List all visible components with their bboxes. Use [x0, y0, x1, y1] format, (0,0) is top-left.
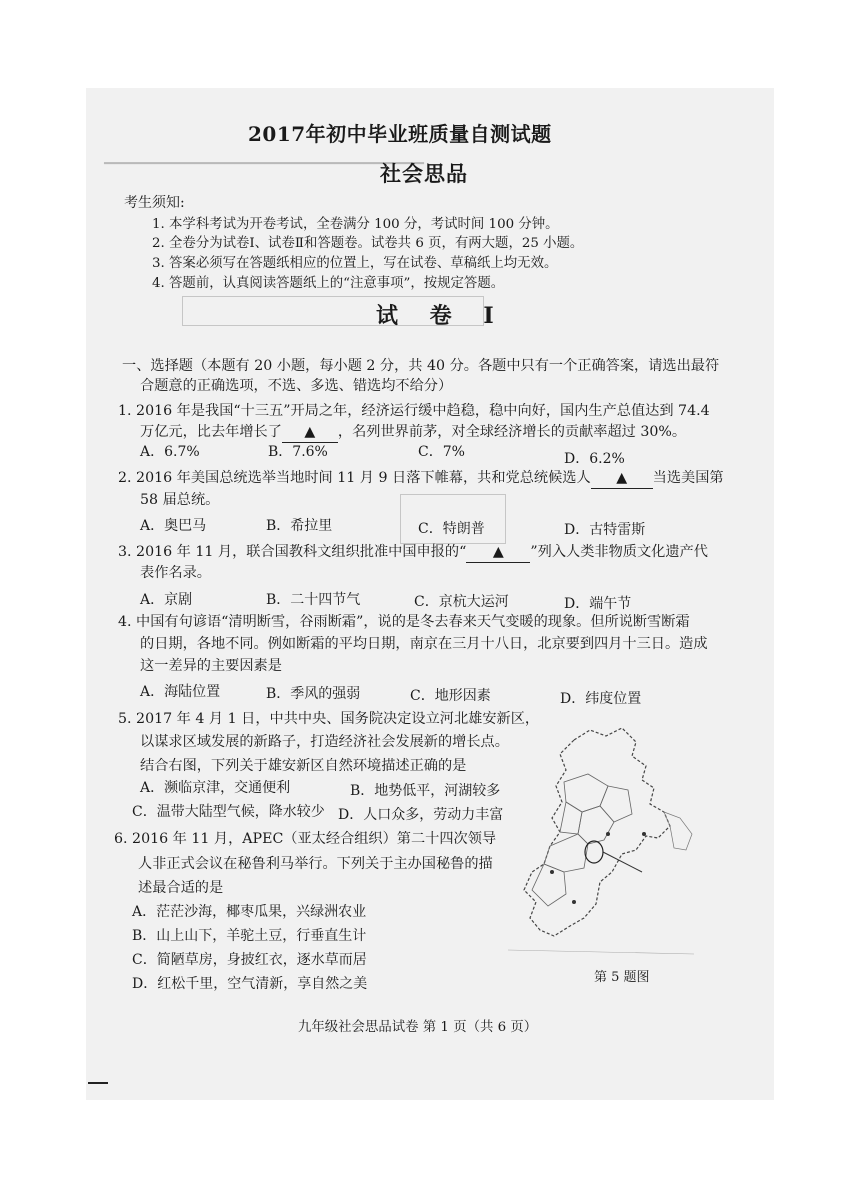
page-footer: 九年级社会思品试卷 第 1 页（共 6 页） [298, 1020, 538, 1035]
question-4-text: 4. 中国有句谚语“清明断雪，谷雨断霜”，说的是冬去春来天气变暖的现象。但所说断雪断霜 [118, 614, 690, 630]
question-6-text: 述最合适的是 [138, 880, 224, 896]
question-text: 2. 2016 年美国总统选举当地时间 11 月 9 日落下帷幕，共和党总统候选人 [118, 470, 591, 486]
option-d: D．6.2% [564, 451, 625, 467]
question-4-text: 的日期，各地不同。例如断霜的平均日期，南京在三月十八日，北京要到四月十三日。造成 [140, 636, 708, 652]
option-c: C．特朗普 [418, 521, 485, 537]
option-d: D．端午节 [564, 596, 632, 612]
question-text: 3. 2016 年 11 月，联合国教科文组织批准中国申报的“ [118, 544, 467, 560]
part-instructions: 合题意的正确选项，不选、多选、错选均不给分） [140, 378, 453, 394]
notice-item: 3. 答案必须写在答题纸相应的位置上，写在试卷、草稿纸上均无效。 [152, 256, 558, 271]
option-a: A．海陆位置 [140, 684, 221, 700]
part-instructions: 一、选择题（本题有 20 小题，每小题 2 分，共 40 分。各题中只有一个正确答案，请选出最符 [122, 358, 720, 374]
option-d: D．红松千里，空气清新，享自然之美 [132, 976, 368, 992]
notice-heading: 考生须知: [124, 195, 185, 211]
option-d: D．古特雷斯 [564, 522, 646, 538]
option-d: D．纬度位置 [560, 691, 642, 707]
map-caption: 第 5 题图 [594, 970, 650, 985]
option-c: C．京杭大运河 [414, 594, 509, 610]
option-c: C．地形因素 [410, 688, 491, 704]
question-5-text: 以谋求区域发展的新路子，打造经济社会发展新的增长点。 [140, 734, 509, 750]
question-text: 当选美国第 [652, 470, 724, 486]
option-a: A．濒临京津，交通便利 [140, 780, 291, 796]
question-2-text: 58 届总统。 [140, 492, 220, 508]
section-title: 试 卷 Ⅰ [376, 303, 506, 329]
option-a: A．6.7% [140, 444, 200, 460]
question-1-text: 1. 2016 年是我国“十三五”开局之年，经济运行缓中趋稳，稳中向好，国内生产总值达到 74.4 [118, 403, 710, 419]
question-2-text [118, 468, 724, 489]
question-text: ，名列世界前茅，对全球经济增长的贡献率超过 30%。 [337, 424, 687, 440]
option-b: B．季风的强弱 [266, 686, 361, 702]
option-b: B．希拉里 [266, 518, 333, 534]
option-b: B．二十四节气 [266, 592, 361, 608]
option-c: C．温带大陆型气候，降水较少 [132, 804, 325, 820]
question-text: ”列入人类非物质文化遗产代 [530, 544, 708, 560]
question-5-text: 5. 2017 年 4 月 1 日，中共中央、国务院决定设立河北雄安新区， [118, 711, 540, 727]
question-1-text [140, 422, 686, 443]
answer-blank: ▲ [282, 422, 338, 443]
notice-item: 2. 全卷分为试卷Ⅰ、试卷Ⅱ和答题卷。试卷共 6 页，有两大题，25 小题。 [152, 236, 584, 251]
question-3-text: 表作名录。 [140, 565, 211, 581]
option-a: A．茫茫沙海，椰枣瓜果，兴绿洲农业 [132, 904, 367, 920]
bleed-through-text: ▁▁▁▁▁▁▁▁▁▁▁▁▁▁▁▁▁▁▁▁▁▁▁▁▁▁▁▁▁▁▁▁ [104, 150, 424, 165]
option-a: A．京剧 [140, 592, 193, 608]
question-3-text [118, 542, 708, 563]
question-6-text: 6. 2016 年 11 月，APEC（亚太经合组织）第二十四次领导 [114, 831, 497, 847]
option-b: B．地势低平，河湖较多 [350, 783, 501, 799]
question-4-text: 这一差异的主要因素是 [140, 658, 282, 674]
question-5-text: 结合右图，下列关于雄安新区自然环境描述正确的是 [140, 758, 467, 774]
hebei-map-figure [504, 722, 702, 964]
exam-subject: 社会思品 [380, 161, 468, 186]
margin-mark [88, 1082, 108, 1084]
option-b: B．7.6% [268, 444, 328, 460]
notice-item: 1. 本学科考试为开卷考试，全卷满分 100 分，考试时间 100 分钟。 [152, 217, 559, 232]
option-d: D．人口众多，劳动力丰富 [338, 807, 504, 823]
answer-blank: ▲ [591, 468, 653, 489]
answer-blank: ▲ [466, 542, 530, 563]
notice-item: 4. 答题前，认真阅读答题纸上的“注意事项”，按规定答题。 [152, 276, 505, 291]
question-text: 万亿元，比去年增长了 [140, 424, 282, 440]
option-c: C．简陋草房，身披红衣，逐水草而居 [132, 952, 367, 968]
option-b: B．山上山下，羊驼土豆，行垂直生计 [132, 928, 367, 944]
option-a: A．奥巴马 [140, 518, 207, 534]
option-c: C．7% [418, 444, 465, 460]
exam-title: 2017年初中毕业班质量自测试题 [248, 122, 552, 146]
question-6-text: 人非正式会议在秘鲁利马举行。下列关于主办国秘鲁的描 [138, 856, 493, 872]
